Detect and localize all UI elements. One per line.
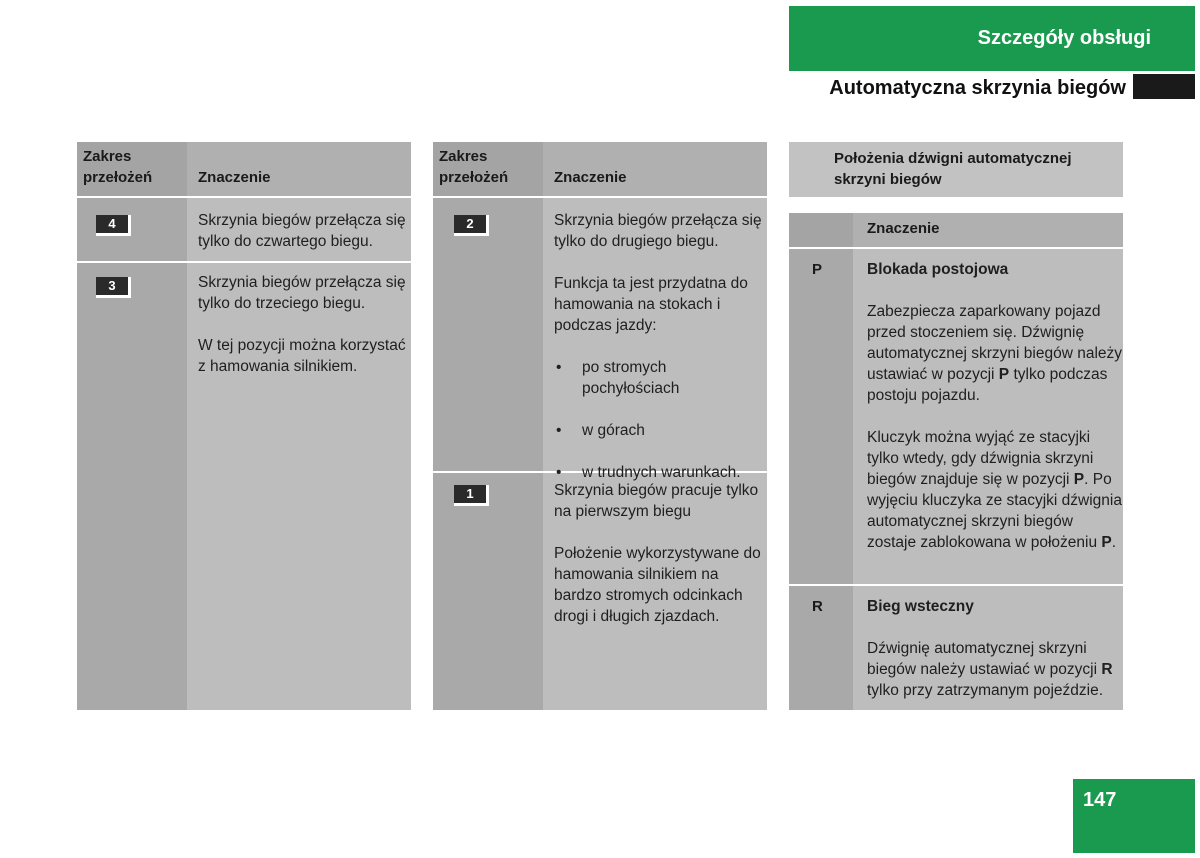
column-header-meaning: Znaczenie — [554, 169, 627, 186]
section-title: Szczegóły obsługi — [977, 27, 1151, 49]
table-header — [433, 142, 767, 198]
selector-positions-title — [789, 142, 1123, 197]
table-header — [77, 142, 411, 198]
selector-title-l2: skrzyni biegów — [834, 171, 942, 188]
gear-range-table-1 — [77, 142, 411, 710]
position-heading: Bieg wsteczny — [867, 598, 974, 615]
row-text: Zabezpiecza zaparkowany pojazd przed stoczeniem się. Dźwignię automatycznej skrzyni biegów należy ustawiać w pozycji P tylko podczas postoju pojazdu. — [867, 303, 1123, 404]
table-row — [433, 473, 767, 710]
header-marker-bar — [1133, 74, 1195, 99]
list-item: • po stromych pochyłościach — [554, 357, 766, 399]
row-text: Skrzynia biegów przełącza się tylko do trzeciego biegu. — [198, 274, 406, 312]
row-text-2: Kluczyk można wyjąć ze stacyjki tylko wtedy, gdy dźwignia skrzyni biegów znajduje się w pozycji P. Po wyjęciu kluczyka ze stacyjki dźwignia automatycznej skrzyni biegów zostaje zablokowana w położeniu P. — [867, 429, 1122, 551]
subsection-title: Automatyczna skrzynia biegów — [829, 77, 1126, 99]
row-text-2: Położenie wykorzystywane do hamowania silnikiem na bardzo stromych odcinkach drogi i długich zjazdach. — [554, 545, 761, 625]
row-text: Skrzynia biegów pracuje tylko na pierwszym biegu — [554, 482, 759, 520]
column-header-meaning: Znaczenie — [867, 220, 940, 237]
column-header-range-l2: przełożeń — [83, 169, 153, 186]
selector-title-l1: Położenia dźwigni automatycznej — [834, 150, 1072, 167]
row-text-2: W tej pozycji można korzystać z hamowania silnikiem. — [198, 337, 406, 375]
list-item: • w trudnych warunkach. — [554, 462, 766, 483]
page-number: 147 — [1073, 779, 1195, 853]
table-row — [77, 263, 411, 710]
table-row — [789, 586, 1123, 710]
gear-range-table-2 — [433, 142, 767, 710]
column-header-range-l1: Zakres — [439, 148, 488, 165]
position-heading: Blokada postojowa — [867, 261, 1009, 278]
table-row — [789, 249, 1123, 586]
column-header-range-l1: Zakres — [83, 148, 132, 165]
gear-key-3: 3 — [96, 277, 131, 298]
gear-key-1: 1 — [454, 485, 489, 506]
table-row — [77, 198, 411, 263]
row-text: Skrzynia biegów przełącza się tylko do czwartego biegu. — [198, 212, 406, 250]
row-text: Dźwignię automatycznej skrzyni biegów należy ustawiać w pozycji R tylko przy zatrzymanym pojeździe. — [867, 640, 1113, 699]
table-row — [433, 198, 767, 481]
gear-key-4: 4 — [96, 215, 131, 236]
column-header-range-l2: przełożeń — [439, 169, 509, 186]
row-text-2: Funkcja ta jest przydatna do hamowania na stokach i podczas jazdy: — [554, 275, 748, 334]
section-title-banner — [789, 6, 1195, 71]
row-text: Skrzynia biegów przełącza się tylko do drugiego biegu. — [554, 212, 762, 250]
conditions-list — [554, 357, 766, 483]
column-header-meaning: Znaczenie — [198, 169, 271, 186]
position-key-R: R — [812, 598, 823, 615]
position-key-P: P — [812, 261, 823, 278]
selector-positions-table — [789, 213, 1123, 710]
list-item: • w górach — [554, 420, 766, 441]
table-header — [789, 213, 1123, 249]
gear-key-2: 2 — [454, 215, 489, 236]
